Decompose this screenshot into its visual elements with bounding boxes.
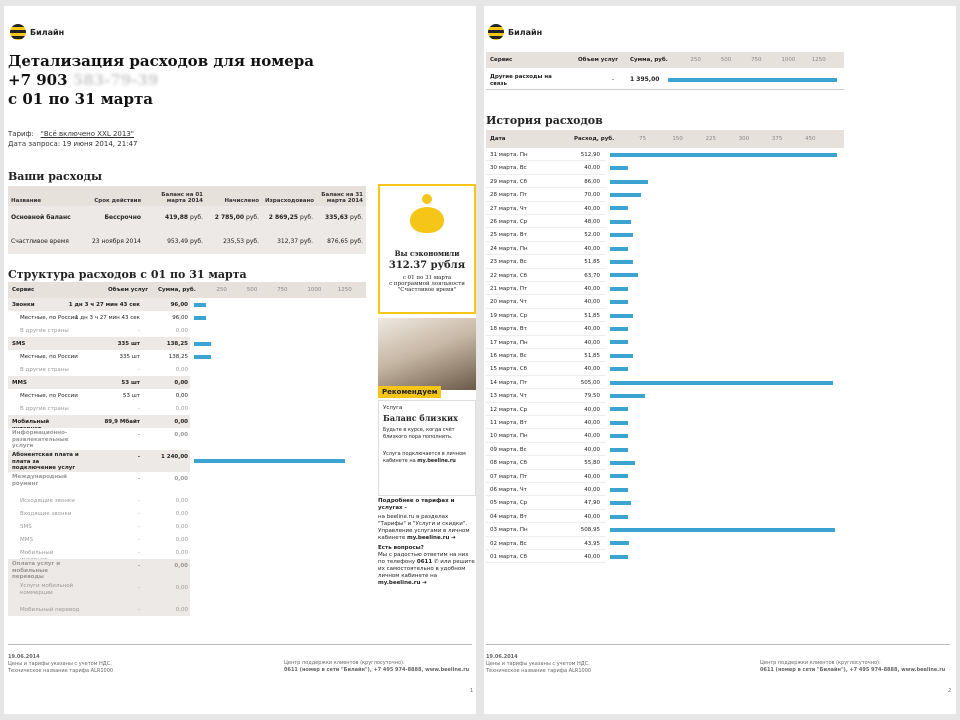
history-date: 27 марта, Чт	[490, 205, 527, 212]
top-table-row: Другие расходы на связь - 1 395,00	[486, 70, 844, 90]
service-name: Исходящие звонки	[20, 498, 75, 504]
structure-row	[8, 494, 190, 507]
service-sum: 96,00	[172, 315, 188, 321]
history-bar	[610, 528, 835, 532]
history-bar	[610, 555, 628, 559]
history-bar	[610, 488, 628, 492]
history-date: 21 марта, Пт	[490, 286, 528, 292]
structure-row	[8, 507, 190, 520]
history-row	[486, 215, 606, 228]
history-row	[486, 470, 606, 483]
service-name: Входящие звонки	[20, 511, 72, 517]
service-sum: 0,00	[175, 406, 188, 412]
expenses-title: Ваши расходы	[8, 170, 103, 183]
history-bar	[610, 260, 633, 264]
history-date: 03 марта, Пн	[490, 527, 528, 534]
axis-tick-label: 150	[672, 136, 683, 142]
service-volume: 1 дн 3 ч 27 мин 43 сек	[75, 315, 140, 321]
history-row	[486, 496, 606, 509]
service-sum: 96,00	[170, 302, 188, 308]
structure-row	[8, 363, 190, 376]
history-date: 18 марта, Вт	[490, 326, 527, 333]
history-bar	[610, 166, 628, 170]
service-volume: -	[138, 498, 140, 504]
history-sum: 43,95	[584, 540, 600, 547]
history-sum: 40,00	[584, 446, 600, 453]
beeline-logo-icon	[10, 24, 26, 40]
service-volume: 53 шт	[121, 380, 140, 386]
service-sum: 0,00	[175, 393, 188, 399]
service-name: Оплата услуг и мобильные переводы	[12, 561, 61, 580]
history-date: 17 марта, Пн	[490, 339, 528, 346]
structure-header: Сервис Объем услуг Сумма, руб.	[8, 282, 366, 298]
hidden-number: 583-79-39	[72, 71, 159, 89]
history-bar	[610, 220, 631, 224]
history-row	[486, 443, 606, 456]
history-bar	[610, 300, 628, 304]
service-name: MMS	[12, 380, 27, 386]
history-row	[486, 349, 606, 362]
structure-row	[8, 533, 190, 546]
history-header: Дата Расход, руб.	[486, 130, 844, 148]
service-sum: 0,00	[175, 524, 188, 530]
structure-bar	[194, 355, 211, 359]
history-date: 09 марта, Вс	[490, 446, 527, 453]
axis-tick-label: 750	[751, 57, 762, 63]
structure-axis	[8, 287, 366, 297]
service-volume: -	[138, 585, 140, 591]
page-number: 2	[948, 688, 952, 694]
structure-bar	[194, 316, 206, 320]
service-sum: 0,00	[175, 498, 188, 504]
history-bar	[610, 501, 631, 505]
history-sum: 47,90	[584, 500, 600, 507]
structure-row	[8, 311, 190, 324]
structure-row	[8, 415, 190, 428]
service-name: В другие страны	[20, 367, 69, 373]
history-row	[486, 175, 606, 188]
history-date: 14 марта, Пт	[490, 379, 528, 386]
history-bar	[610, 541, 629, 545]
service-name: Услуги мобильной коммерции	[20, 583, 74, 596]
structure-row	[8, 450, 190, 472]
history-sum: 40,00	[584, 339, 600, 346]
phone-icon: ✆	[433, 559, 439, 565]
axis-tick-label: 250	[216, 287, 227, 293]
service-sum: 138,25	[166, 341, 188, 347]
axis-tick-label: 75	[639, 136, 647, 142]
service-volume: -	[138, 511, 140, 517]
history-row	[486, 416, 606, 429]
history-sum: 40,00	[584, 299, 600, 306]
structure-row	[8, 376, 190, 389]
history-sum: 86,00	[584, 178, 600, 185]
service-volume: -	[137, 563, 140, 569]
structure-row	[8, 472, 190, 494]
footer-right: Центр поддержки клиентов (круглосуточно): 0611 (номер в сети "Билайн"), +7 495 974-8888, www.beeline.ru	[284, 660, 470, 673]
reco-card: Услуга Баланс близких Будьте в курсе, когда счёт близкого пора пополнить. Услуга подключается в личном кабинете на my.beeline.ru	[378, 400, 476, 496]
axis-tick-label: 1000	[307, 287, 322, 293]
history-sum: 505,00	[580, 379, 600, 386]
history-row	[486, 362, 606, 375]
history-axis	[486, 136, 844, 146]
history-date: 15 марта, Сб	[490, 366, 528, 373]
history-sum: 48,00	[584, 219, 600, 225]
axis-tick-label: 225	[705, 136, 717, 142]
footer-right: Центр поддержки клиентов (круглосуточно): 0611 (номер в сети "Билайн"), +7 495 974-8888, www.beeline.ru	[760, 660, 946, 673]
history-date: 29 марта, Сб	[490, 178, 528, 185]
structure-row	[8, 581, 190, 603]
history-sum: 40,00	[584, 406, 600, 413]
expenses-table	[8, 186, 366, 254]
beeline-logo: Билайн	[10, 24, 64, 40]
history-date: 23 марта, Вс	[490, 259, 527, 266]
history-row	[486, 295, 606, 308]
history-bar	[610, 327, 628, 331]
axis-tick-label: 500	[246, 287, 258, 293]
structure-bar	[194, 303, 206, 307]
history-row	[486, 322, 606, 335]
history-bar	[610, 354, 633, 358]
report-title: Детализация расходов для номера +7 903 583-79-39 с 01 по 31 марта	[8, 52, 314, 108]
history-sum: 40,00	[584, 245, 600, 252]
service-volume: 335 шт	[117, 341, 140, 347]
history-row	[486, 510, 606, 523]
history-bar	[610, 247, 628, 251]
history-date: 19 марта, Ср	[490, 312, 528, 319]
history-date: 20 марта, Чт	[490, 299, 527, 306]
history-sum: 79,50	[584, 393, 600, 400]
footer-divider	[486, 644, 950, 645]
history-date: 24 марта, Пн	[490, 245, 528, 252]
history-date: 12 марта, Ср	[490, 406, 528, 413]
history-row	[486, 537, 606, 550]
service-name: Мобильный перевод	[20, 607, 80, 613]
structure-row	[8, 324, 190, 337]
structure-row	[8, 402, 190, 415]
history-date: 31 марта, Пн	[490, 152, 528, 158]
service-sum: 0,00	[175, 585, 188, 591]
arrow-right-icon: ➔	[422, 580, 427, 586]
history-row	[486, 188, 606, 201]
axis-tick-label: 300	[738, 136, 750, 142]
axis-tick-label: 1250	[811, 57, 826, 63]
history-date: 07 марта, Пт	[490, 473, 528, 480]
footer-divider	[8, 644, 472, 645]
history-date: 11 марта, Вт	[490, 420, 527, 426]
service-name: В другие страны	[20, 328, 69, 334]
history-bar	[610, 273, 638, 277]
service-volume: 89,9 Мбайт	[104, 419, 140, 425]
history-bar	[610, 515, 628, 519]
info-site-link-1[interactable]: my.beeline.ru	[406, 535, 450, 541]
history-sum: 51,85	[584, 353, 600, 359]
service-sum: 0,00	[175, 511, 188, 517]
axis-tick-label: 450	[805, 136, 816, 142]
service-sum: 0,00	[175, 328, 188, 334]
history-row	[486, 309, 606, 322]
service-name: Абонентская плата и плата за подключение услуг	[12, 452, 79, 471]
history-bar	[610, 180, 648, 184]
service-volume: -	[138, 537, 140, 543]
service-name: Местные, по России	[20, 354, 78, 360]
history-sum: 40,00	[584, 165, 600, 172]
axis-tick-label: 375	[771, 136, 783, 142]
footer-left: 19.06.2014 Цены и тарифы указаны с учетом НДС. Техническое название тарифа ALR1000	[486, 654, 592, 674]
tariff-info: Тариф: "Всё включено XXL 2013" Дата запроса: 19 июня 2014, 21:47	[8, 130, 138, 148]
history-date: 16 марта, Вс	[490, 353, 527, 359]
history-sum: 55,80	[584, 460, 600, 467]
history-bar	[610, 340, 628, 344]
structure-row	[8, 350, 190, 363]
history-row	[486, 550, 606, 563]
service-sum: 0,00	[174, 432, 188, 438]
history-sum: 40,00	[584, 473, 600, 480]
history-bar	[610, 367, 628, 371]
service-name: Мобильный	[12, 419, 50, 425]
history-bar	[610, 287, 628, 291]
history-row	[486, 336, 606, 349]
service-volume: -	[137, 476, 140, 482]
history-date: 25 марта, Вт	[490, 232, 527, 239]
axis-tick-label: 750	[277, 287, 288, 293]
expenses-row: Счастливое время 23 ноября 2014 953,49 руб. 235,53 руб. 312,37 руб. 876,65 руб.	[8, 228, 366, 254]
history-bar	[610, 474, 628, 478]
history-row	[486, 456, 606, 469]
history-sum: 512,90	[580, 152, 600, 158]
history-row	[486, 202, 606, 215]
axis-tick-label: 1250	[337, 287, 352, 293]
history-row	[486, 148, 606, 161]
beeline-logo: Билайн	[488, 24, 542, 40]
history-row	[486, 523, 606, 536]
history-sum: 51,85	[584, 312, 600, 319]
history-bar	[610, 153, 837, 157]
history-bar	[610, 461, 635, 465]
structure-row	[8, 298, 190, 311]
reco-site-link[interactable]: my.beeline.ru	[417, 458, 456, 464]
axis-tick-label: 1000	[781, 57, 796, 63]
history-row	[486, 161, 606, 174]
service-name: Международный роуминг	[12, 474, 67, 487]
history-date: 05 марта, Ср	[490, 500, 528, 507]
history-sum: 40,00	[584, 554, 600, 560]
service-sum: 0,00	[174, 419, 188, 425]
service-name: Местные, по России	[20, 315, 78, 321]
history-date: 10 марта, Пн	[490, 433, 528, 440]
report-page-1	[4, 6, 476, 714]
history-sum: 40,00	[584, 433, 600, 440]
history-sum: 508,95	[580, 527, 600, 534]
structure-row	[8, 428, 190, 450]
history-row	[486, 228, 606, 241]
history-sum: 70,00	[584, 192, 600, 199]
service-name: SMS	[12, 341, 26, 347]
history-row	[486, 483, 606, 496]
structure-row	[8, 603, 190, 616]
history-bar	[610, 434, 628, 438]
axis-tick-label: 250	[690, 57, 701, 63]
savings-promo: Вы сэкономили 312.37 рубля с 01 по 31 марта с программой лояльности "Счастливое время"	[378, 184, 476, 314]
arrow-right-icon: ➔	[451, 535, 456, 541]
history-sum: 51,85	[584, 259, 600, 266]
piggy-bank-icon	[410, 207, 444, 233]
history-sum: 40,00	[584, 286, 600, 292]
service-sum: 1 240,00	[161, 454, 188, 460]
page-number: 1	[470, 688, 474, 694]
expenses-row: Основной баланс Бессрочно 419,88 руб. 2 785,00 руб. 2 869,25 руб. 335,63 руб.	[8, 206, 366, 228]
structure-row	[8, 520, 190, 533]
service-volume: -	[138, 406, 140, 412]
service-sum: 0,00	[175, 537, 188, 543]
service-sum: 0,00	[175, 607, 188, 613]
history-sum: 40,00	[584, 420, 600, 426]
service-volume: 335 шт	[119, 354, 140, 360]
history-row	[486, 242, 606, 255]
history-sum: 40,00	[584, 513, 600, 520]
history-row	[486, 255, 606, 268]
reco-photo	[378, 318, 476, 390]
structure-chart-area	[190, 298, 366, 616]
history-date: 04 марта, Вт	[490, 513, 527, 520]
history-row	[486, 269, 606, 282]
service-name: MMS	[20, 537, 33, 543]
structure-row	[8, 337, 190, 350]
service-volume: -	[138, 607, 140, 613]
service-sum: 0,00	[175, 550, 188, 556]
service-volume: -	[138, 328, 140, 334]
tariff-link[interactable]: "Всё включено XXL 2013"	[40, 130, 134, 138]
structure-row	[8, 559, 190, 581]
history-bar	[610, 407, 628, 411]
history-date: 08 марта, Сб	[490, 460, 528, 467]
history-bar	[610, 193, 641, 197]
report-page-2	[484, 6, 956, 714]
service-name: SMS	[20, 524, 32, 530]
service-volume: -	[137, 432, 140, 438]
structure-row	[8, 389, 190, 402]
history-date: 06 марта, Чт	[490, 487, 527, 493]
history-date: 28 марта, Пт	[490, 192, 528, 199]
service-volume: 1 дн 3 ч 27 мин 43 сек	[68, 302, 140, 308]
history-row	[486, 282, 606, 295]
service-volume: -	[138, 550, 140, 556]
structure-title: Структура расходов с 01 по 31 марта	[8, 268, 247, 281]
history-title: История расходов	[486, 114, 603, 127]
structure-bar	[194, 459, 345, 463]
history-bar	[610, 206, 628, 210]
history-bar	[610, 381, 833, 385]
history-row	[486, 429, 606, 442]
history-date: 01 марта, Сб	[490, 554, 528, 560]
history-row	[486, 389, 606, 402]
expenses-header-row: Название Срок действия Баланс на 01 марта 2014 Начислено Израсходовано Баланс на 31 марта 2014	[8, 186, 366, 206]
service-sum: 0,00	[174, 476, 188, 482]
reco-tag: Рекомендуем	[378, 386, 441, 398]
history-bar	[610, 314, 633, 318]
info-site-link-2[interactable]: my.beeline.ru	[378, 580, 421, 586]
top-table-axis	[486, 57, 844, 67]
service-name: В другие страны	[20, 406, 69, 412]
history-sum: 40,00	[584, 205, 600, 212]
coin-icon	[380, 194, 474, 204]
beeline-logo-icon	[488, 24, 504, 40]
service-sum: 0,00	[174, 563, 188, 569]
history-sum: 40,00	[584, 326, 600, 333]
service-volume: -	[138, 367, 140, 373]
service-sum: 0,00	[174, 380, 188, 386]
history-bar	[610, 394, 645, 398]
history-row	[486, 403, 606, 416]
service-sum: 0,00	[175, 367, 188, 373]
history-row	[486, 376, 606, 389]
service-volume: 53 шт	[123, 393, 140, 399]
structure-row	[8, 546, 190, 559]
structure-bar	[194, 342, 211, 346]
history-date: 22 марта, Сб	[490, 272, 528, 279]
history-sum: 63,70	[584, 272, 600, 279]
top-row-bar	[668, 78, 837, 82]
service-name: Информационно-развлекательные услуги	[12, 430, 69, 449]
history-date: 30 марта, Вс	[490, 165, 527, 172]
history-sum: 52,00	[584, 232, 600, 239]
top-table-header: Сервис Объем услуг Сумма, руб.	[486, 52, 844, 68]
service-name: Звонки	[12, 302, 35, 308]
service-volume: -	[137, 454, 140, 460]
service-sum: 138,25	[168, 354, 188, 360]
history-bar	[610, 448, 628, 452]
service-name: Мобильный	[20, 550, 54, 556]
history-date: 13 марта, Чт	[490, 393, 527, 400]
info-block: Подробнее о тарифах и услугах - на beeline.ru в разделах "Тарифы" и "Услуги и скидки". Управление услугами в личном кабинете my.beeline.ru ➔ Есть вопросы? Мы с радостью ответим на них по телефону 0611 ✆ или решите их самостоятельно в удобном личном кабинете на my.beeline.ru ➔	[378, 498, 475, 586]
history-bar	[610, 421, 628, 425]
history-bar	[610, 233, 633, 237]
history-date: 02 марта, Вс	[490, 540, 527, 547]
service-volume: -	[138, 524, 140, 530]
footer-left: 19.06.2014 Цены и тарифы указаны с учетом НДС. Техническое название тарифа ALR1000	[8, 654, 114, 674]
service-name: Местные, по России	[20, 393, 78, 399]
history-date: 26 марта, Ср	[490, 219, 528, 225]
axis-tick-label: 500	[720, 57, 732, 63]
history-sum: 40,00	[584, 487, 600, 493]
history-sum: 40,00	[584, 366, 600, 373]
